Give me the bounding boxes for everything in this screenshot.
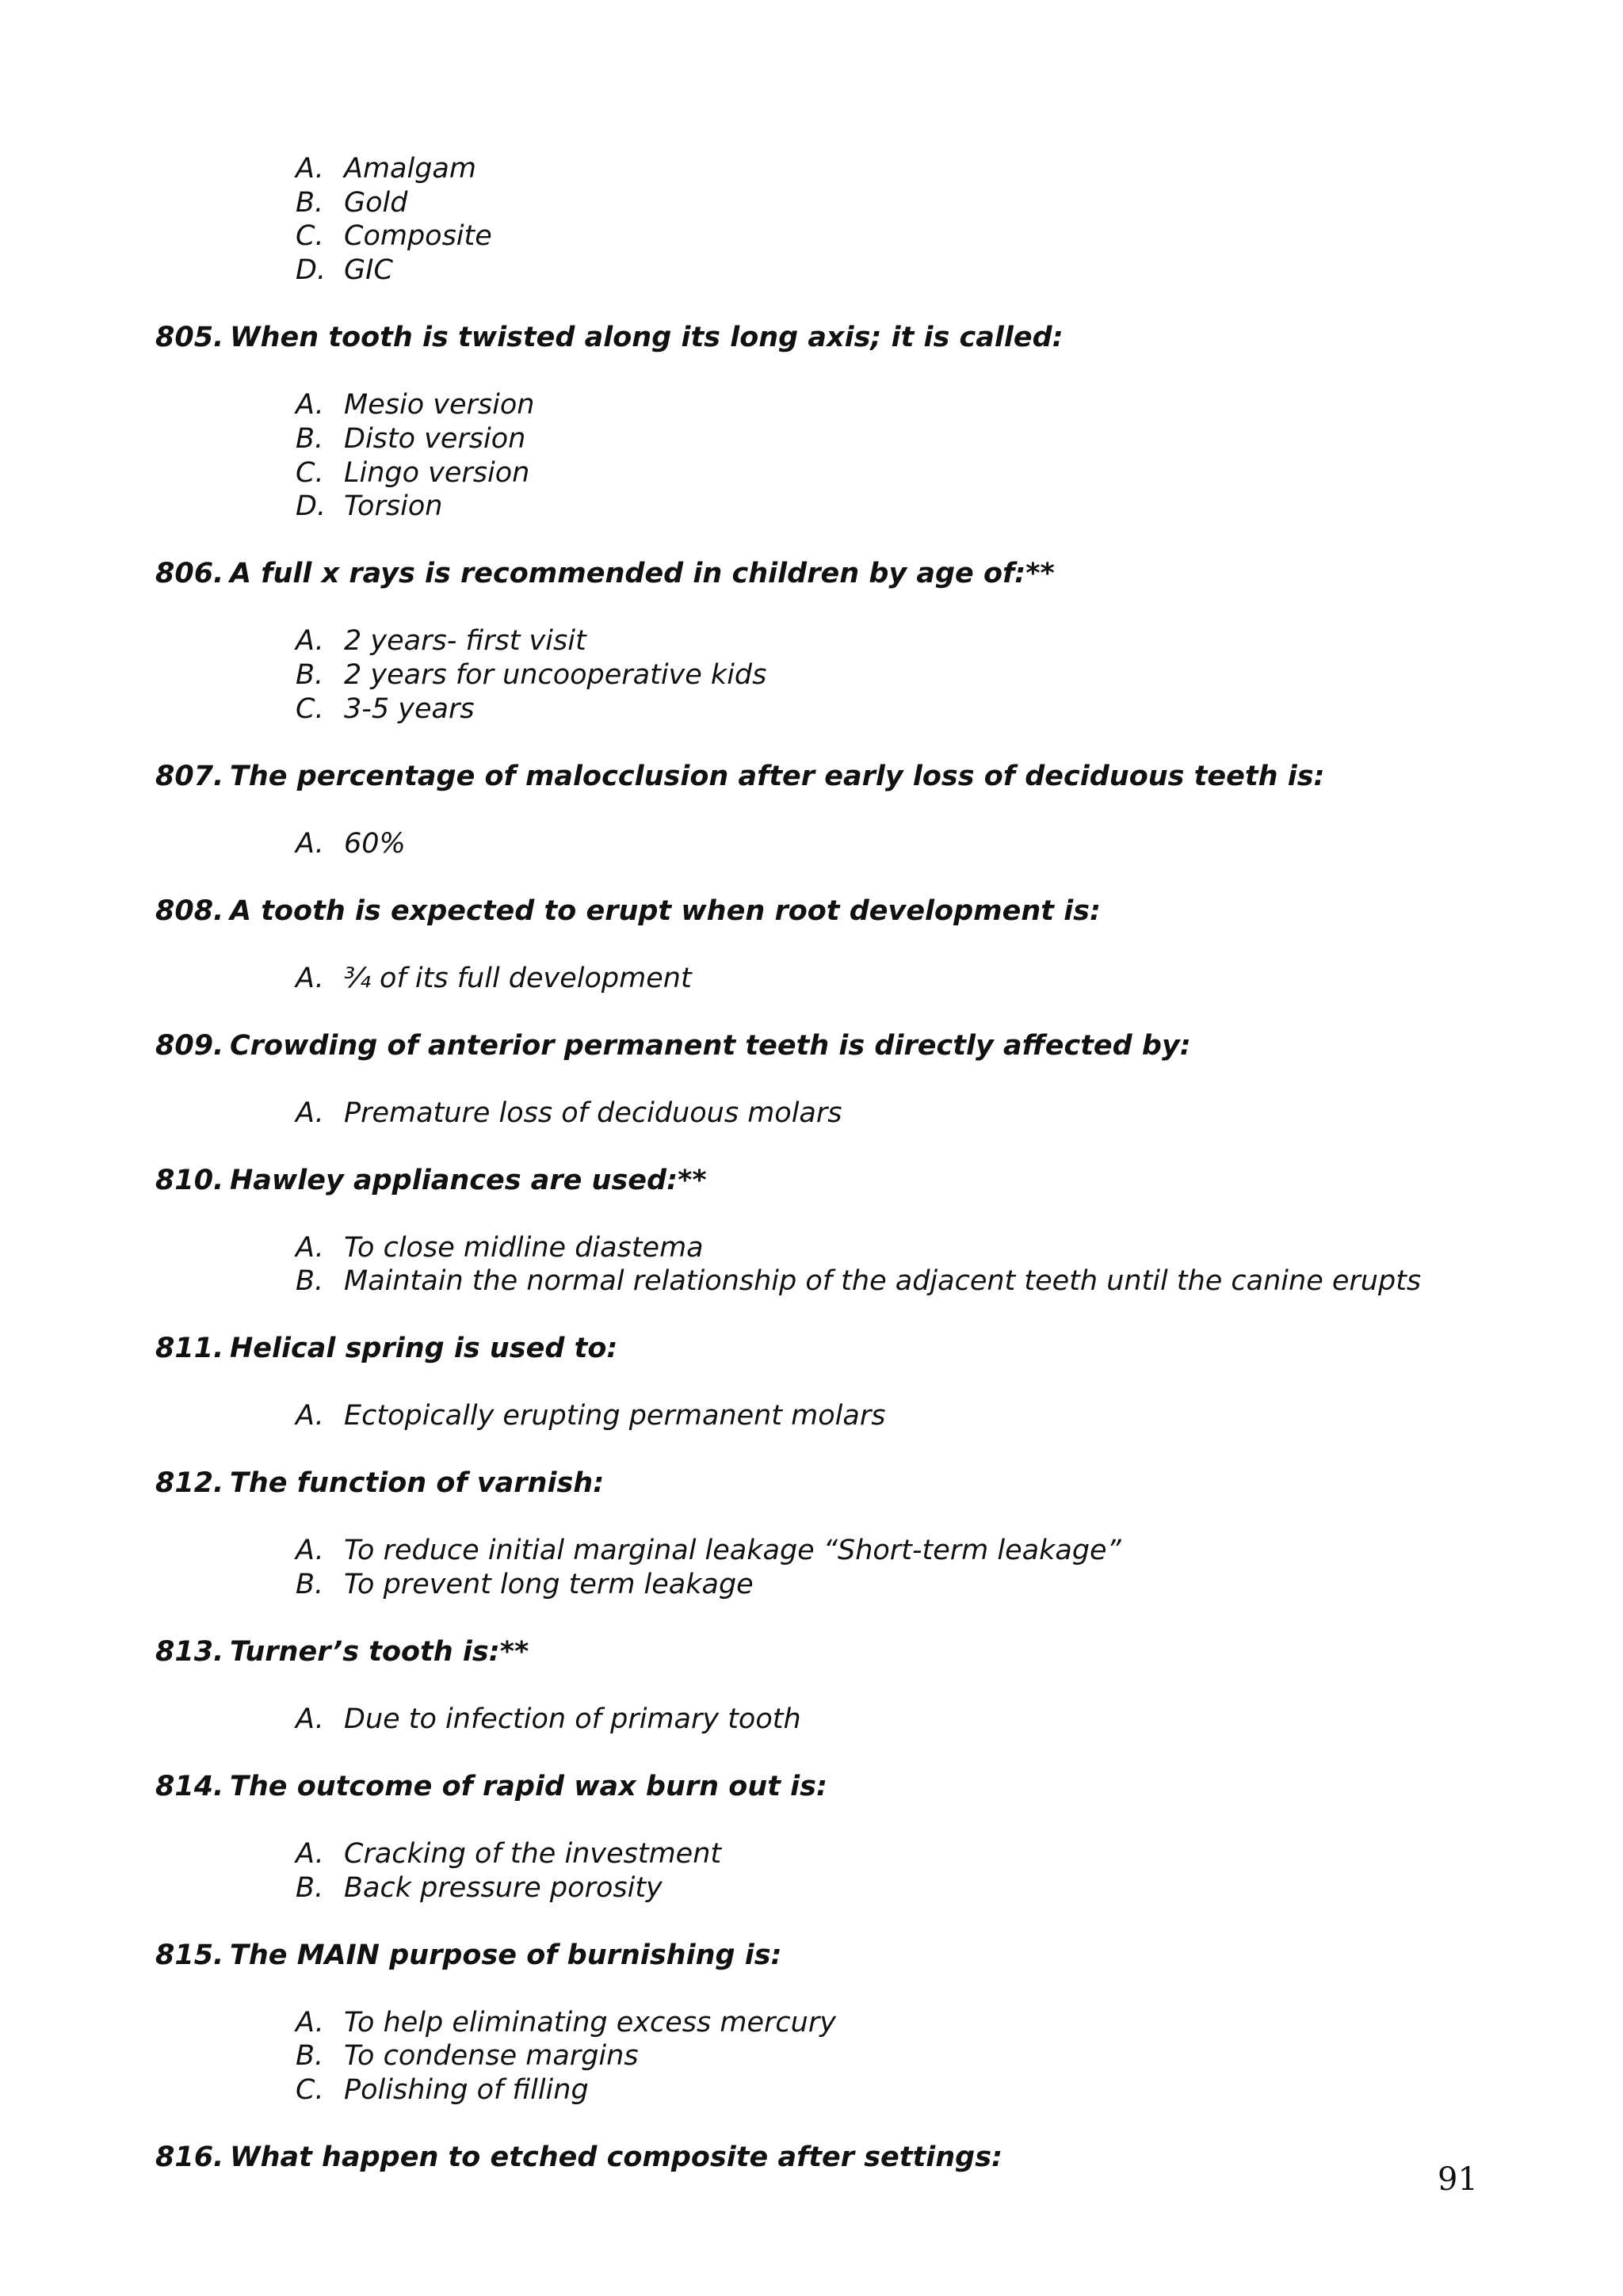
- option-letter: A.: [296, 1400, 324, 1432]
- question-816: [155, 2141, 1002, 2174]
- question-text: Helical spring is used to:: [230, 1333, 618, 1365]
- question-number: 815.: [155, 1939, 224, 1971]
- answer-option: [296, 1568, 754, 1601]
- option-letter: B.: [296, 1871, 324, 1904]
- option-text: 60%: [344, 827, 406, 860]
- option-letter: D.: [296, 254, 327, 287]
- answer-option: [296, 1399, 885, 1432]
- question-number: 806.: [155, 558, 224, 590]
- option-text: To condense margins: [344, 2040, 639, 2073]
- question-811: [155, 1332, 617, 1365]
- option-text: Premature loss of deciduous molars: [344, 1097, 842, 1129]
- question-807: [155, 760, 1325, 793]
- option-letter: A.: [296, 1838, 324, 1870]
- option-letter: D.: [296, 490, 327, 523]
- answer-option: [296, 1264, 1421, 1298]
- question-text: When tooth is twisted along its long axis; it is called:: [230, 322, 1064, 354]
- option-letter: A.: [296, 1231, 324, 1264]
- option-text: Ectopically erupting permanent molars: [344, 1400, 886, 1432]
- option-text: Disto version: [344, 422, 526, 455]
- option-letter: C.: [296, 2074, 324, 2107]
- question-number: 812.: [155, 1467, 224, 1500]
- answer-option: [296, 624, 586, 658]
- question-text: Turner’s tooth is:**: [230, 1636, 529, 1668]
- answer-option: [296, 827, 406, 860]
- question-text: A full x rays is recommended in children by age of:**: [230, 558, 1055, 590]
- option-text: To help eliminating excess mercury: [344, 2006, 836, 2039]
- question-number: 805.: [155, 322, 224, 354]
- answer-option: [296, 456, 529, 490]
- answer-option: [296, 186, 407, 219]
- option-letter: A.: [296, 389, 324, 421]
- answer-option: [296, 1703, 801, 1736]
- question-text: The function of varnish:: [230, 1467, 605, 1500]
- option-text: Due to infection of primary tooth: [344, 1703, 801, 1735]
- answer-option: [296, 422, 525, 456]
- question-806: [155, 557, 1055, 590]
- option-text: Amalgam: [344, 153, 476, 185]
- option-text: Maintain the normal relationship of the adjacent teeth until the canine erupts: [344, 1265, 1422, 1298]
- option-letter: C.: [296, 456, 324, 489]
- answer-option: [296, 219, 492, 253]
- option-text: Back pressure porosity: [344, 1871, 663, 1904]
- option-letter: B.: [296, 1569, 324, 1600]
- answer-option: [296, 1837, 721, 1871]
- option-text: Mesio version: [344, 389, 535, 421]
- question-text: Hawley appliances are used:**: [230, 1164, 707, 1196]
- question-text: What happen to etched composite after settings:: [230, 2142, 1003, 2174]
- question-813: [155, 1635, 529, 1669]
- option-text: Lingo version: [344, 456, 530, 489]
- option-letter: C.: [296, 220, 324, 253]
- option-text: Gold: [344, 186, 408, 219]
- question-text: The percentage of malocclusion after early loss of deciduous teeth is:: [230, 760, 1325, 792]
- answer-option: [296, 2039, 639, 2073]
- option-text: GIC: [344, 254, 393, 287]
- question-text: Crowding of anterior permanent teeth is directly affected by:: [230, 1029, 1191, 1062]
- answer-option: [296, 2073, 589, 2107]
- question-text: The outcome of rapid wax burn out is:: [230, 1771, 827, 1802]
- answer-option: [296, 658, 766, 692]
- option-letter: A.: [296, 827, 324, 860]
- question-number: 808.: [155, 894, 224, 927]
- question-text: A tooth is expected to erupt when root development is:: [230, 894, 1102, 927]
- option-letter: A.: [296, 1097, 324, 1129]
- option-text: 2 years for uncooperative kids: [344, 658, 767, 691]
- answer-option: [296, 254, 393, 287]
- option-letter: B.: [296, 1265, 324, 1298]
- question-number: 811.: [155, 1333, 224, 1365]
- answer-option: [296, 962, 692, 995]
- page-number: 91: [1438, 2161, 1478, 2198]
- question-number: 813.: [155, 1636, 224, 1668]
- option-letter: A.: [296, 625, 324, 658]
- option-letter: B.: [296, 658, 324, 691]
- answer-option: [296, 1097, 842, 1130]
- option-letter: A.: [296, 962, 324, 994]
- option-letter: C.: [296, 692, 324, 725]
- option-text: To prevent long term leakage: [344, 1569, 754, 1600]
- answer-option: [296, 692, 475, 726]
- option-text: 3-5 years: [344, 692, 475, 725]
- option-text: To close midline diastema: [344, 1231, 704, 1264]
- option-letter: B.: [296, 2040, 324, 2073]
- answer-option: [296, 1534, 1121, 1567]
- question-number: 809.: [155, 1029, 224, 1062]
- question-812: [155, 1466, 604, 1500]
- answer-option: [296, 490, 442, 523]
- option-text: Torsion: [344, 490, 443, 523]
- option-letter: B.: [296, 422, 324, 455]
- option-text: Cracking of the investment: [344, 1838, 722, 1870]
- question-810: [155, 1164, 707, 1197]
- question-814: [155, 1770, 827, 1803]
- question-text: The MAIN purpose of burnishing is:: [230, 1939, 782, 1971]
- question-808: [155, 894, 1101, 928]
- option-text: Composite: [344, 220, 492, 253]
- question-number: 807.: [155, 760, 224, 792]
- answer-option: [296, 2006, 836, 2039]
- option-letter: A.: [296, 2006, 324, 2039]
- question-number: 810.: [155, 1164, 224, 1196]
- option-letter: B.: [296, 186, 324, 219]
- answer-option: [296, 1231, 704, 1264]
- answer-option: [296, 152, 476, 185]
- answer-option: [296, 1871, 663, 1905]
- option-text: Polishing of filling: [344, 2074, 589, 2107]
- question-number: 816.: [155, 2142, 224, 2174]
- option-letter: A.: [296, 153, 324, 185]
- option-letter: A.: [296, 1703, 324, 1735]
- answer-option: [296, 388, 534, 421]
- question-805: [155, 321, 1064, 354]
- option-text: To reduce initial marginal leakage “Short-term leakage”: [344, 1535, 1121, 1567]
- option-text: 2 years- first visit: [344, 625, 586, 658]
- question-809: [155, 1029, 1191, 1062]
- option-letter: A.: [296, 1535, 324, 1567]
- question-815: [155, 1939, 782, 1972]
- question-number: 814.: [155, 1771, 224, 1802]
- option-text: ¾ of its full development: [344, 962, 692, 994]
